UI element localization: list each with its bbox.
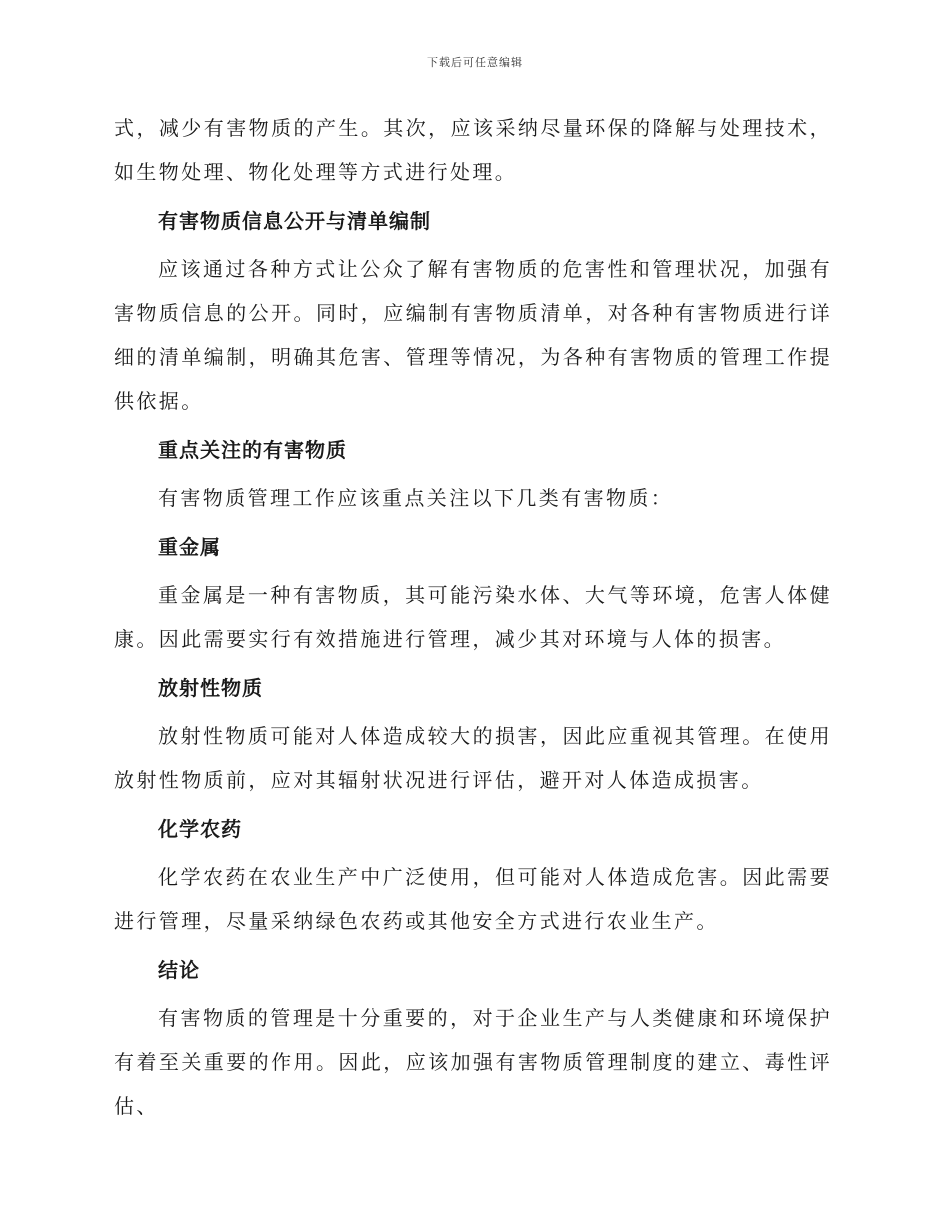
section-heading-radioactive: 放射性物质 [158,676,263,700]
section-heading-heavy-metals: 重金属 [158,535,221,559]
section-heading-conclusion: 结论 [158,958,200,982]
page-header: 下载后可任意编辑 [427,56,523,69]
paragraph-key-substances: 有害物质管理工作应该重点关注以下几类有害物质： [158,486,674,510]
paragraph-info-disclosure: 应该通过各种方式让公众了解有害物质的危害性和管理状况，加强有害物质信息的公开。同时，应编制有害物质清单，对各种有害物质进行详细的清单编制，明确其危害、管理等情况，为各种有害物质的管理工作提供依据。 [114,257,832,413]
paragraph-continuation: 式，减少有害物质的产生。其次，应该采纳尽量环保的降解与处理技术，如生物处理、物化处理等方式进行处理。 [114,116,832,184]
section-heading-key-substances: 重点关注的有害物质 [158,438,347,462]
section-heading-info-disclosure: 有害物质信息公开与清单编制 [158,209,431,233]
paragraph-heavy-metals: 重金属是一种有害物质，其可能污染水体、大气等环境，危害人体健康。因此需要实行有效措施进行管理，减少其对环境与人体的损害。 [114,583,832,651]
paragraph-pesticides: 化学农药在农业生产中广泛使用，但可能对人体造成危害。因此需要进行管理，尽量采纳绿色农药或其他安全方式进行农业生产。 [114,865,832,933]
section-heading-pesticides: 化学农药 [158,817,242,841]
paragraph-radioactive: 放射性物质可能对人体造成较大的损害，因此应重视其管理。在使用放射性物质前，应对其辐射状况进行评估，避开对人体造成损害。 [114,724,832,792]
paragraph-conclusion: 有害物质的管理是十分重要的，对于企业生产与人类健康和环境保护有着至关重要的作用。因此，应该加强有害物质管理制度的建立、毒性评估、 [114,1006,832,1118]
document-body [114,106,832,1128]
